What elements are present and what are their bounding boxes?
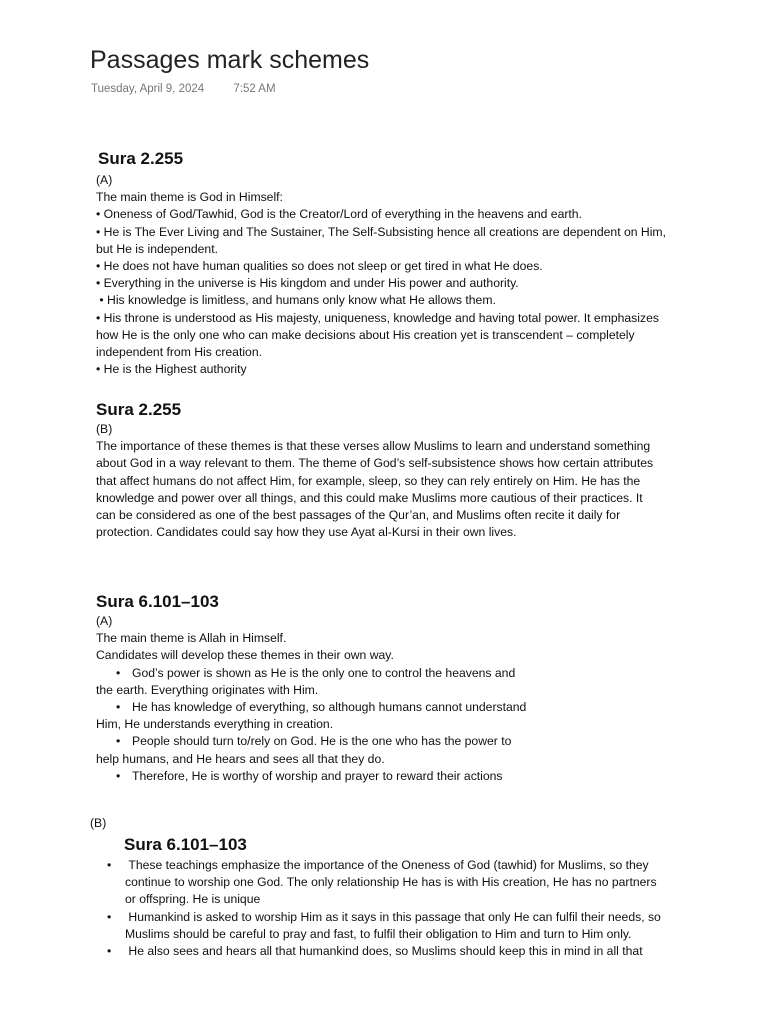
list-item: • God’s power is shown as He is the only one to control the heavens and [116, 665, 516, 680]
list-item-text: People should turn to/rely on God. He is the one who has the power to [132, 734, 512, 749]
page-title: Passages mark schemes [90, 46, 370, 74]
section-sura-6-101-b-heading [124, 834, 724, 856]
page-time: 7:52 AM [233, 83, 276, 95]
list-item-line: • He also sees and hears all that humankind does, so Muslims should keep this in mind in all that [128, 944, 643, 959]
paragraph-line: knowledge and power over all things, and this could make Muslims more cautious of their practices. It [96, 490, 643, 505]
page-date: Tuesday, April 9, 2024 [91, 83, 205, 95]
list-item: • He has knowledge of everything, so although humans cannot understand [116, 700, 527, 715]
list-item-line: Muslims should be careful to pray and fast, to fulfil their obligation to Him and turn to Him only. [125, 926, 632, 941]
bullet-line: • Everything in the universe is His kingdom and under His power and authority. [96, 276, 519, 291]
bullet-line: • Oneness of God/Tawhid, God is the Creator/Lord of everything in the heavens and earth. [96, 207, 582, 222]
section-sura-2-255-b [96, 399, 696, 541]
list-item-line: • Humankind is asked to worship Him as it says in this passage that only He can fulfil their needs, so [128, 909, 661, 924]
part-label: (A) [96, 614, 113, 628]
bullet-line: • His knowledge is limitless, and humans only know what He allows them. [96, 293, 496, 308]
bullet-line: • His throne is understood as His majesty, uniqueness, knowledge and having total power. It emphasizes [96, 310, 659, 325]
bullet-line: • He is The Ever Living and The Sustainer, The Self-Subsisting hence all creations are dependent on Him, [96, 224, 666, 239]
list-item-line: • These teachings emphasize the importance of the Oneness of God (tawhid) for Muslims, so they [128, 858, 649, 872]
part-label: (A) [96, 173, 113, 187]
section-sura-6-101-b-label [90, 815, 690, 832]
bullet-line: • He is the Highest authority [96, 362, 247, 377]
part-label: (B) [90, 816, 107, 830]
paragraph-line: that affect humans do not affect Him, for example, sleep, so they can rely entirely on Him. He has the [96, 473, 641, 488]
section-sura-2-255-a [98, 148, 698, 170]
list-item-text: Therefore, He is worthy of worship and prayer to reward their actions [132, 768, 503, 783]
list-item: • Therefore, He is worthy of worship and prayer to reward their actions [116, 768, 503, 783]
part-label: (B) [96, 422, 113, 436]
list-item-line: continue to worship one God. The only relationship He has is with His creation, He has no partners [125, 875, 657, 890]
section-sura-6-101-b-list [107, 857, 687, 960]
list-item-text: He has knowledge of everything, so although humans cannot understand [132, 700, 527, 715]
bullet-line: • He does not have human qualities so does not sleep or get tired in what He does. [96, 259, 543, 274]
list-item-line: or offspring. He is unique [125, 892, 261, 907]
intro-line: The main theme is God in Himself: [96, 190, 283, 205]
section-heading: Sura 2.255 [98, 149, 184, 168]
paragraph-line: protection. Candidates could say how they use Ayat al-Kursi in their own lives. [96, 525, 517, 540]
section-heading: Sura 6.101–103 [96, 592, 219, 611]
list-item-text: God’s power is shown as He is the only one to control the heavens and [132, 665, 516, 680]
paragraph-line: The importance of these themes is that these verses allow Muslims to learn and understand something [96, 439, 651, 454]
section-heading: Sura 6.101–103 [124, 835, 247, 854]
section-heading: Sura 2.255 [96, 400, 182, 419]
list-item [107, 857, 687, 909]
intro-line: The main theme is Allah in Himself. [96, 631, 287, 646]
intro-line: Candidates will develop these themes in their own way. [96, 648, 394, 663]
bullet-line: but He is independent. [96, 241, 218, 256]
bullet-line: how He is the only one who can make decisions about His creation yet is transcendent – completely [96, 327, 635, 342]
list-item [107, 909, 687, 943]
paragraph-line: can be considered as one of the best passages of the Qur’an, and Muslims often recite it daily for [96, 508, 621, 523]
page-meta [91, 83, 276, 95]
paragraph-line: about God in a way relevant to them. The theme of God’s self-subsistence shows how certain attributes [96, 456, 654, 471]
list-item-continuation: Him, He understands everything in creation. [96, 717, 334, 732]
list-item-continuation: the earth. Everything originates with Him. [96, 682, 319, 697]
list-item-continuation: help humans, and He hears and sees all that they do. [96, 751, 385, 766]
section-sura-6-101-a [96, 591, 696, 785]
section-sura-2-255-a-body [96, 172, 696, 378]
bullet-line: independent from His creation. [96, 345, 262, 360]
list-item [107, 943, 687, 960]
list-item: • People should turn to/rely on God. He is the one who has the power to [116, 734, 512, 749]
